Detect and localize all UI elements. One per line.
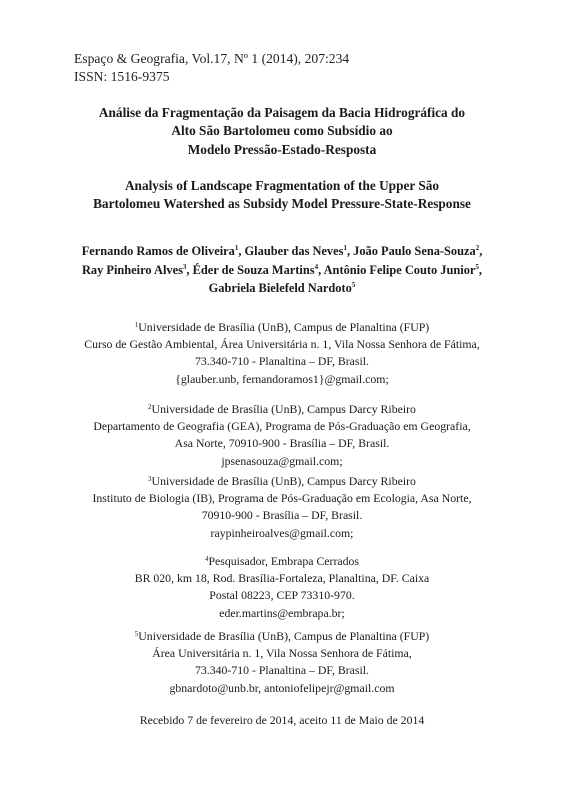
affiliation-line: Área Universitária n. 1, Vila Nossa Senhora de Fátima, (152, 646, 412, 661)
affiliation-email: raypinheiroalves@gmail.com; (210, 525, 354, 540)
affiliation-line: Postal 08223, CEP 73310-970. (209, 588, 355, 603)
affiliation-institution: Universidade de Brasília (UnB), Campus Darcy Ribeiro (151, 474, 416, 488)
author-name: Glauber das Neves (244, 244, 344, 258)
author-separator: , (186, 262, 193, 277)
author-separator: , (318, 262, 324, 277)
affiliation-line: Instituto de Biologia (IB), Programa de Pós-Graduação em Ecologia, Asa Norte, (92, 491, 472, 506)
author-name: Fernando Ramos de Oliveira (81, 244, 235, 258)
author-name: Éder de Souza Martins (192, 262, 315, 277)
affiliation-institution: Universidade de Brasília (UnB), Campus Darcy Ribeiro (151, 402, 416, 416)
author-separator: , (346, 244, 354, 258)
author-affiliation-mark: 1 (343, 244, 347, 252)
affiliation-institution: Pesquisador, Embrapa Cerrados (208, 554, 360, 568)
author-affiliation-mark: 5 (351, 281, 356, 289)
received-accepted-dates: Recebido 7 de fevereiro de 2014, aceito 11 de Maio de 2014 (139, 713, 425, 727)
affiliation-mark: 3 (148, 475, 152, 483)
affiliation-line (30, 628, 534, 645)
author-affiliation-mark: 4 (314, 262, 319, 271)
affiliation-line: 73.340-710 - Planaltina – DF, Brasil. (194, 354, 370, 369)
affiliation-mark: 2 (148, 403, 152, 411)
affiliation-line: Departamento de Geografia (GEA), Programa de Pós-Graduação em Geografia, (93, 419, 471, 434)
affiliation-email: {glauber.unb, fernandoramos1}@gmail.com; (175, 371, 389, 386)
affiliation-5 (30, 628, 534, 697)
title-pt-line: Modelo Pressão-Estado-Resposta (187, 141, 377, 157)
author-line (30, 279, 534, 298)
author-separator: , (478, 262, 483, 277)
title-en-line: Analysis of Landscape Fragmentation of the Upper São (124, 178, 440, 193)
title-english (40, 177, 524, 214)
author-separator: , (479, 244, 483, 258)
affiliation-institution: Universidade de Brasília (UnB), Campus de Planaltina (FUP) (138, 320, 430, 334)
affiliation-email: gbnardoto@unb.br, antoniofelipejr@gmail.com (169, 680, 395, 695)
affiliation-line (30, 553, 534, 570)
author-name: João Paulo Sena-Souza (353, 244, 476, 258)
title-portuguese (40, 104, 524, 159)
affiliation-line: Curso de Gestão Ambiental, Área Universitária n. 1, Vila Nossa Senhora de Fátima, (84, 337, 480, 352)
affiliation-line: BR 020, km 18, Rod. Brasília-Fortaleza, Planaltina, DF. Caixa (134, 571, 430, 586)
author-affiliation-mark: 5 (475, 262, 479, 271)
journal-header (74, 50, 349, 86)
affiliation-email: eder.martins@embrapa.br; (219, 605, 345, 620)
author-affiliation-mark: 1 (234, 244, 239, 252)
affiliation-4 (30, 553, 534, 622)
affiliation-institution: Universidade de Brasília (UnB), Campus de Planaltina (FUP) (138, 629, 430, 643)
author-name: Gabriela Bielefeld Nardoto (208, 281, 352, 295)
journal-citation: Espaço & Geografia, Vol.17, Nº 1 (2014), 207:234 (74, 51, 350, 66)
author-name: Ray Pinheiro Alves (81, 262, 183, 277)
affiliation-mark: 5 (134, 630, 139, 638)
title-pt-line: Alto São Bartolomeu como Subsídio ao (171, 123, 393, 139)
author-affiliation-mark: 3 (182, 262, 187, 271)
journal-issn: ISSN: 1516-9375 (74, 69, 170, 84)
affiliation-line (30, 473, 534, 490)
affiliation-2 (30, 401, 534, 470)
author-line (30, 242, 534, 261)
affiliation-1 (30, 319, 534, 388)
affiliation-mark: 1 (134, 321, 139, 329)
author-name: Antônio Felipe Couto Junior (323, 262, 476, 277)
author-affiliation-mark: 2 (475, 244, 480, 252)
author-line (30, 261, 534, 280)
affiliation-3 (30, 473, 534, 542)
affiliation-email: jpsenasouza@gmail.com; (221, 453, 343, 468)
title-pt-line: Análise da Fragmentação da Paisagem da Bacia Hidrográfica do (98, 105, 466, 120)
author-list (30, 242, 534, 298)
affiliation-line: 73.340-710 - Planaltina – DF, Brasil. (194, 663, 370, 678)
affiliation-mark: 4 (204, 555, 209, 563)
affiliation-line: Asa Norte, 70910-900 - Brasília – DF, Brasil. (174, 436, 390, 451)
author-separator: , (238, 244, 245, 258)
affiliation-line: 70910-900 - Brasília – DF, Brasil. (201, 508, 363, 523)
title-en-line: Bartolomeu Watershed as Subsidy Model Pressure-State-Response (93, 196, 471, 212)
affiliation-line (30, 319, 534, 336)
affiliation-line (30, 401, 534, 418)
